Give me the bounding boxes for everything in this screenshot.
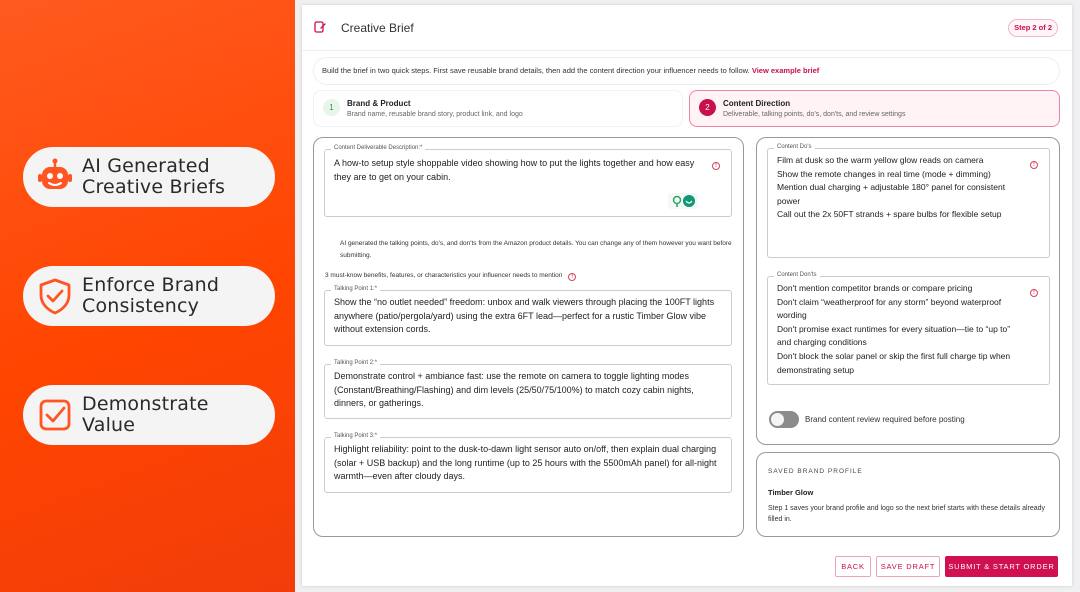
feature-ai-briefs — [23, 147, 275, 207]
profile-description: Step 1 saves your brand profile and logo so the next brief starts with these details already filled in. — [768, 505, 1046, 523]
intro-banner — [313, 57, 1060, 85]
content-dos-field[interactable] — [767, 144, 1050, 258]
feature-label: AI Generated Creative Briefs — [82, 155, 226, 198]
content-dos-input[interactable]: Film at dusk so the warm yellow glow reads on camera Show the remote changes in real time (mode + dimming) Mention dual charging + adjustable 180° panel for consistent power Call out the 2x 50FT strands + spare bulbs for flexible setup — [777, 155, 1006, 220]
content-donts-field[interactable] — [767, 272, 1050, 385]
info-icon: ! — [568, 273, 576, 281]
field-label: Talking Point 2:* — [331, 360, 380, 366]
marketing-panel — [0, 0, 295, 592]
shield-check-icon — [33, 274, 77, 318]
step-badge: Step 2 of 2 — [1008, 19, 1058, 37]
talking-point-3-field[interactable] — [324, 433, 732, 493]
talking-point-1-field[interactable] — [324, 286, 732, 346]
talking-point-2-field[interactable] — [324, 360, 732, 419]
robot-icon — [33, 155, 77, 199]
checkbox-icon — [33, 393, 77, 437]
step-number: 2 — [699, 99, 716, 116]
talking-point-2-input[interactable]: Demonstrate control + ambiance fast: use the remote on camera to toggle lighting modes (Constant/Breathing/Flashing) and dim levels (25/50/75/100%) to match cozy cabin nights, dinners, or gatherings. — [334, 371, 694, 408]
submit-start-order-button[interactable]: SUBMIT & START ORDER — [945, 556, 1058, 577]
feature-brand-consistency — [23, 266, 275, 326]
info-icon: ! — [1030, 289, 1038, 297]
description-field[interactable] — [324, 145, 732, 217]
grammar-assistant-icon[interactable] — [668, 193, 698, 209]
profile-heading: SAVED BRAND PROFILE — [768, 468, 863, 475]
field-label: Content Don'ts — [774, 272, 820, 278]
feature-label: Demonstrate Value — [82, 393, 209, 436]
step-tab-brand-product[interactable] — [313, 90, 683, 127]
review-toggle[interactable] — [769, 411, 799, 428]
feature-label: Enforce Brand Consistency — [82, 274, 220, 317]
content-donts-input[interactable]: Don't mention competitor brands or compare pricing Don't claim “weatherproof for any storm” beyond waterproof wording Don't promise exact runtimes for every situation—tie to “up to” and charging conditions Don't block the solar panel or skip the first full charge tip when demonstrating setup — [777, 283, 1011, 375]
intro-text: Build the brief in two quick steps. First save reusable brand details, then add the content direction your influencer needs to follow. — [322, 66, 750, 75]
page-title: Creative Brief — [341, 21, 414, 35]
info-icon: ! — [712, 162, 720, 170]
review-toggle-label: Brand content review required before posting — [805, 415, 965, 424]
field-label: Content Do's — [774, 144, 815, 150]
field-label: Talking Point 3:* — [331, 433, 380, 439]
step-title: Brand & Product — [347, 99, 411, 108]
step-tab-content-direction[interactable] — [689, 90, 1060, 127]
step-subtitle: Brand name, reusable brand story, product link, and logo — [347, 111, 523, 118]
edit-document-icon — [313, 20, 327, 34]
profile-brand-name: Timber Glow — [768, 488, 814, 497]
field-label: Talking Point 1:* — [331, 286, 380, 292]
step-subtitle: Deliverable, talking points, do's, don'ts, and review settings — [723, 111, 906, 118]
content-panel — [313, 137, 744, 537]
talking-points-heading: 3 must-know benefits, features, or characteristics your influencer needs to mention ! — [325, 272, 572, 280]
back-button[interactable]: BACK — [835, 556, 871, 577]
header — [302, 5, 1072, 51]
talking-point-1-input[interactable]: Show the “no outlet needed” freedom: unbox and walk viewers through placing the 100FT lights anywhere (patio/pergola/yard) using the extra 6FT lead—perfect for a rustic Timber Glow vibe without extension cords. — [334, 297, 715, 334]
creative-brief-app — [302, 5, 1072, 586]
step-title: Content Direction — [723, 99, 791, 108]
view-example-link[interactable]: View example brief — [751, 66, 820, 75]
save-draft-button[interactable]: SAVE DRAFT — [876, 556, 940, 577]
saved-brand-profile — [756, 452, 1060, 537]
dos-donts-panel — [756, 137, 1060, 445]
description-input[interactable]: A how-to setup style shoppable video showing how to put the lights together and how easy they are to get on your cabin. — [334, 158, 695, 182]
ai-generated-note: AI generated the talking points, do's, and don'ts from the Amazon product details. You can change any of them however you want before submitting. — [340, 240, 732, 259]
field-label: Content Deliverable Description:* — [331, 145, 425, 151]
divider — [302, 50, 1072, 51]
step-number: 1 — [323, 99, 340, 116]
info-icon: ! — [1030, 161, 1038, 169]
talking-point-3-input[interactable]: Highlight reliability: point to the dusk-to-dawn light sensor auto on/off, then explain dual charging (solar + USB backup) and the long runtime (up to 25 hours with the 5500mAh panel) for all-night warmth—even after cloudy days. — [334, 444, 717, 481]
feature-demonstrate-value — [23, 385, 275, 445]
